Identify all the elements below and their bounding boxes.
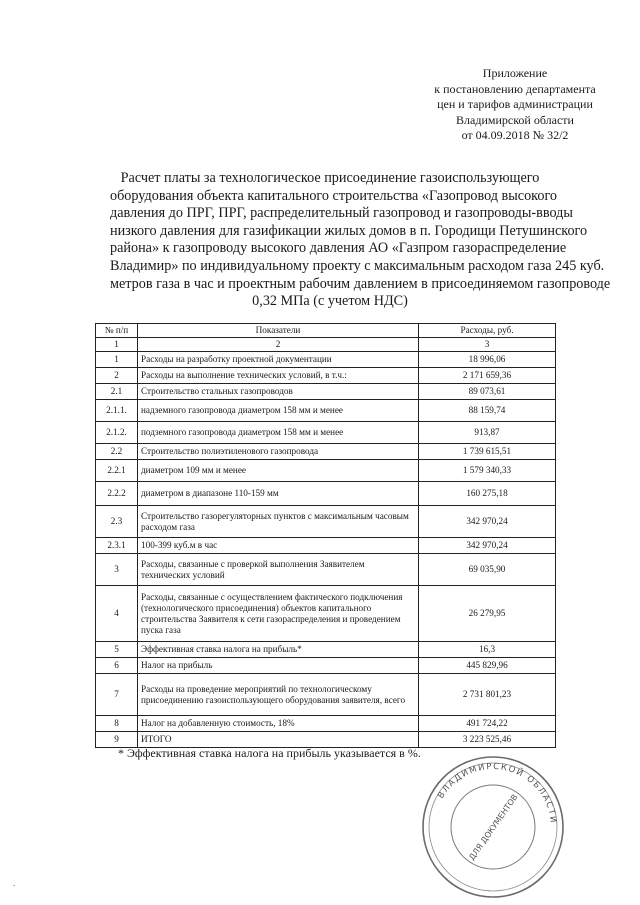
table-row (96, 538, 556, 554)
title-line: низкого давления для газификации жилых домов в п. Городищи Петушинского (110, 222, 588, 239)
row-value: 342 970,24 (419, 538, 556, 554)
row-label: Налог на добавленную стоимость, 18% (138, 716, 419, 732)
appendix-block (420, 66, 610, 144)
row-value: 491 724,22 (419, 716, 556, 732)
row-number: 8 (96, 716, 138, 732)
footnote: * Эффективная ставка налога на прибыль указывается в %. (118, 746, 421, 760)
row-label: диаметром в диапазоне 110-159 мм (138, 482, 419, 506)
table-row (96, 422, 556, 444)
row-number: 2.1.1. (96, 400, 138, 422)
table-row (96, 506, 556, 538)
appendix-line: к постановлению департамента (434, 81, 596, 96)
table-row (96, 674, 556, 716)
row-number: 2.2.2 (96, 482, 138, 506)
row-value: 342 970,24 (419, 506, 556, 538)
row-label: Расходы, связанные с осуществлением фактического подключения (технологического присоединения) объектов капитального строительства Заявителя к сети газораспределения и проведением пуска газа (138, 586, 419, 642)
row-number: 7 (96, 674, 138, 716)
row-number: 2.3 (96, 506, 138, 538)
row-number: 2.3.1 (96, 538, 138, 554)
title-line: давления до ПРГ, ПРГ, распределительный газопровод и газопроводы-вводы (110, 205, 573, 222)
row-value: 3 223 525,46 (419, 732, 556, 748)
header-number: № п/п (96, 324, 138, 338)
row-value: 1 579 340,33 (419, 460, 556, 482)
title-line: района» к газопроводу высокого давления АО «Газпром газораспределение (110, 240, 567, 257)
index-cell: 3 (419, 338, 556, 352)
row-label: Строительство стальных газопроводов (138, 384, 419, 400)
table-row (96, 460, 556, 482)
row-value: 18 996,06 (419, 352, 556, 368)
row-label: Строительство газорегуляторных пунктов с максимальным часовым расходом газа (138, 506, 419, 538)
row-value: 160 275,18 (419, 482, 556, 506)
row-number: 1 (96, 352, 138, 368)
row-value: 88 159,74 (419, 400, 556, 422)
row-number: 2.1.2. (96, 422, 138, 444)
row-label: Эффективная ставка налога на прибыль* (138, 642, 419, 658)
index-cell: 2 (138, 338, 419, 352)
row-number: 6 (96, 658, 138, 674)
row-value: 913,87 (419, 422, 556, 444)
appendix-line: Владимирской области (456, 112, 574, 127)
row-label: надземного газопровода диаметром 158 мм и менее (138, 400, 419, 422)
table-row (96, 444, 556, 460)
row-number: 2.1 (96, 384, 138, 400)
cost-table (95, 323, 556, 748)
appendix-line: от 04.09.2018 № 32/2 (461, 128, 569, 142)
table-row (96, 554, 556, 586)
row-value: 1 739 615,51 (419, 444, 556, 460)
row-label: Расходы на разработку проектной документации (138, 352, 419, 368)
title-line: 0,32 МПа (с учетом НДС) (252, 293, 408, 310)
row-label: Строительство полиэтиленового газопровода (138, 444, 419, 460)
row-value: 445 829,96 (419, 658, 556, 674)
table-row (96, 716, 556, 732)
stamp-ring-text: ВЛАДИМИРСКОЙ ОБЛАСТИ (436, 761, 559, 825)
title-line: Расчет платы за технологическое присоединение газоиспользующего (120, 170, 540, 186)
row-value: 16,3 (419, 642, 556, 658)
official-stamp (418, 752, 568, 902)
appendix-line: цен и тарифов администрации (437, 97, 593, 111)
title-line: метров газа в час и проектным рабочим давлением в присоединяемом газопроводе (110, 275, 611, 292)
title-line: оборудования объекта капитального строительства «Газопровод высокого (110, 187, 557, 204)
table-row (96, 658, 556, 674)
row-number: 9 (96, 732, 138, 748)
row-label: Расходы на выполнение технических условий, в т.ч.: (138, 368, 419, 384)
table-row (96, 400, 556, 422)
table-row (96, 368, 556, 384)
row-number: 5 (96, 642, 138, 658)
table-row (96, 384, 556, 400)
appendix-line: Приложение (482, 66, 548, 80)
header-indicator: Показатели (138, 324, 419, 338)
title-line: Владимир» по индивидуальному проекту с максимальным расходом газа 245 куб. (110, 257, 605, 274)
table-row (96, 482, 556, 506)
row-number: 3 (96, 554, 138, 586)
row-label: Расходы, связанные с проверкой выполнения Заявителем технических условий (138, 554, 419, 586)
table-index-row (96, 338, 556, 352)
index-cell: 1 (96, 338, 138, 352)
row-number: 2.2.1 (96, 460, 138, 482)
header-expenses: Расходы, руб. (419, 324, 556, 338)
row-label: 100-399 куб.м в час (138, 538, 419, 554)
document-title (110, 170, 611, 311)
table-row (96, 586, 556, 642)
row-value: 89 073,61 (419, 384, 556, 400)
page-mark: . (13, 878, 16, 888)
table-row (96, 352, 556, 368)
row-label: подземного газопровода диаметром 158 мм и менее (138, 422, 419, 444)
row-number: 4 (96, 586, 138, 642)
row-label: Расходы на проведение мероприятий по технологическому присоединению газоиспользующего оборудования заявителя, всего (138, 674, 419, 716)
row-value: 26 279,95 (419, 586, 556, 642)
row-label: Налог на прибыль (138, 658, 419, 674)
row-number: 2.2 (96, 444, 138, 460)
stamp-center-text: ДЛЯ ДОКУМЕНТОВ (467, 792, 520, 862)
row-value: 69 035,90 (419, 554, 556, 586)
table-header-row (96, 324, 556, 338)
row-value: 2 731 801,23 (419, 674, 556, 716)
row-label: ИТОГО (138, 732, 419, 748)
row-label: диаметром 109 мм и менее (138, 460, 419, 482)
row-value: 2 171 659,36 (419, 368, 556, 384)
row-number: 2 (96, 368, 138, 384)
table-row (96, 642, 556, 658)
